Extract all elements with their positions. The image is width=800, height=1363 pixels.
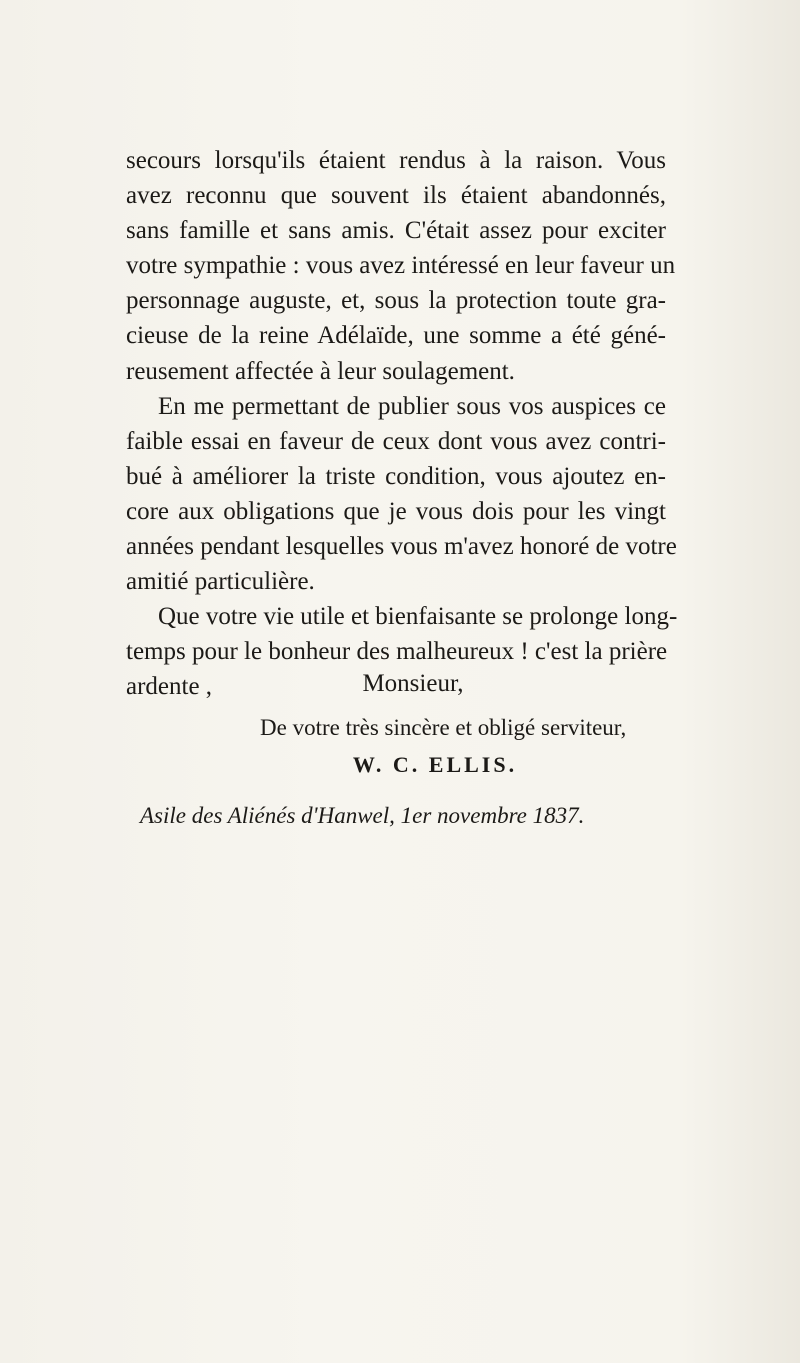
dateline: Asile des Aliénés d'Hanwel, 1er novembre 1837. bbox=[140, 803, 585, 828]
text-line: bué à améliorer la triste condition, vous ajoutez en- bbox=[126, 462, 666, 490]
text-line: amitié particulière. bbox=[126, 568, 315, 596]
closing-line: De votre très sincère et obligé serviteur, bbox=[260, 715, 627, 740]
text-line: Que votre vie utile et bienfaisante se prolonge long- bbox=[158, 603, 678, 631]
text-line: avez reconnu que souvent ils étaient abandonnés, bbox=[126, 182, 666, 210]
text-line: secours lorsqu'ils étaient rendus à la raison. Vous bbox=[126, 147, 666, 174]
body-text bbox=[126, 143, 678, 705]
text-line: reusement affectée à leur soulagement. bbox=[126, 357, 515, 385]
text-line: temps pour le bonheur des malheureux ! c'est la prière bbox=[126, 638, 668, 666]
text-line: En me permettant de publier sous vos auspices ce bbox=[158, 392, 666, 420]
text-line: core aux obligations que je vous dois pour les vingt bbox=[126, 497, 666, 525]
text-line: cieuse de la reine Adélaïde, une somme a été géné- bbox=[126, 322, 666, 350]
signature: W. C. ELLIS. bbox=[352, 752, 518, 777]
text-line: sans famille et sans amis. C'était assez pour exciter bbox=[126, 217, 666, 245]
text-line: faible essai en faveur de ceux dont vous avez contri- bbox=[126, 427, 666, 455]
salutation: Monsieur, bbox=[362, 670, 464, 697]
text-line: personnage auguste, et, sous la protection toute gra- bbox=[126, 287, 666, 315]
text-line: années pendant lesquelles vous m'avez honoré de votre bbox=[126, 533, 677, 561]
text-line: ardente , bbox=[126, 673, 213, 701]
text-line: votre sympathie : vous avez intéressé en leur faveur un bbox=[126, 252, 676, 280]
